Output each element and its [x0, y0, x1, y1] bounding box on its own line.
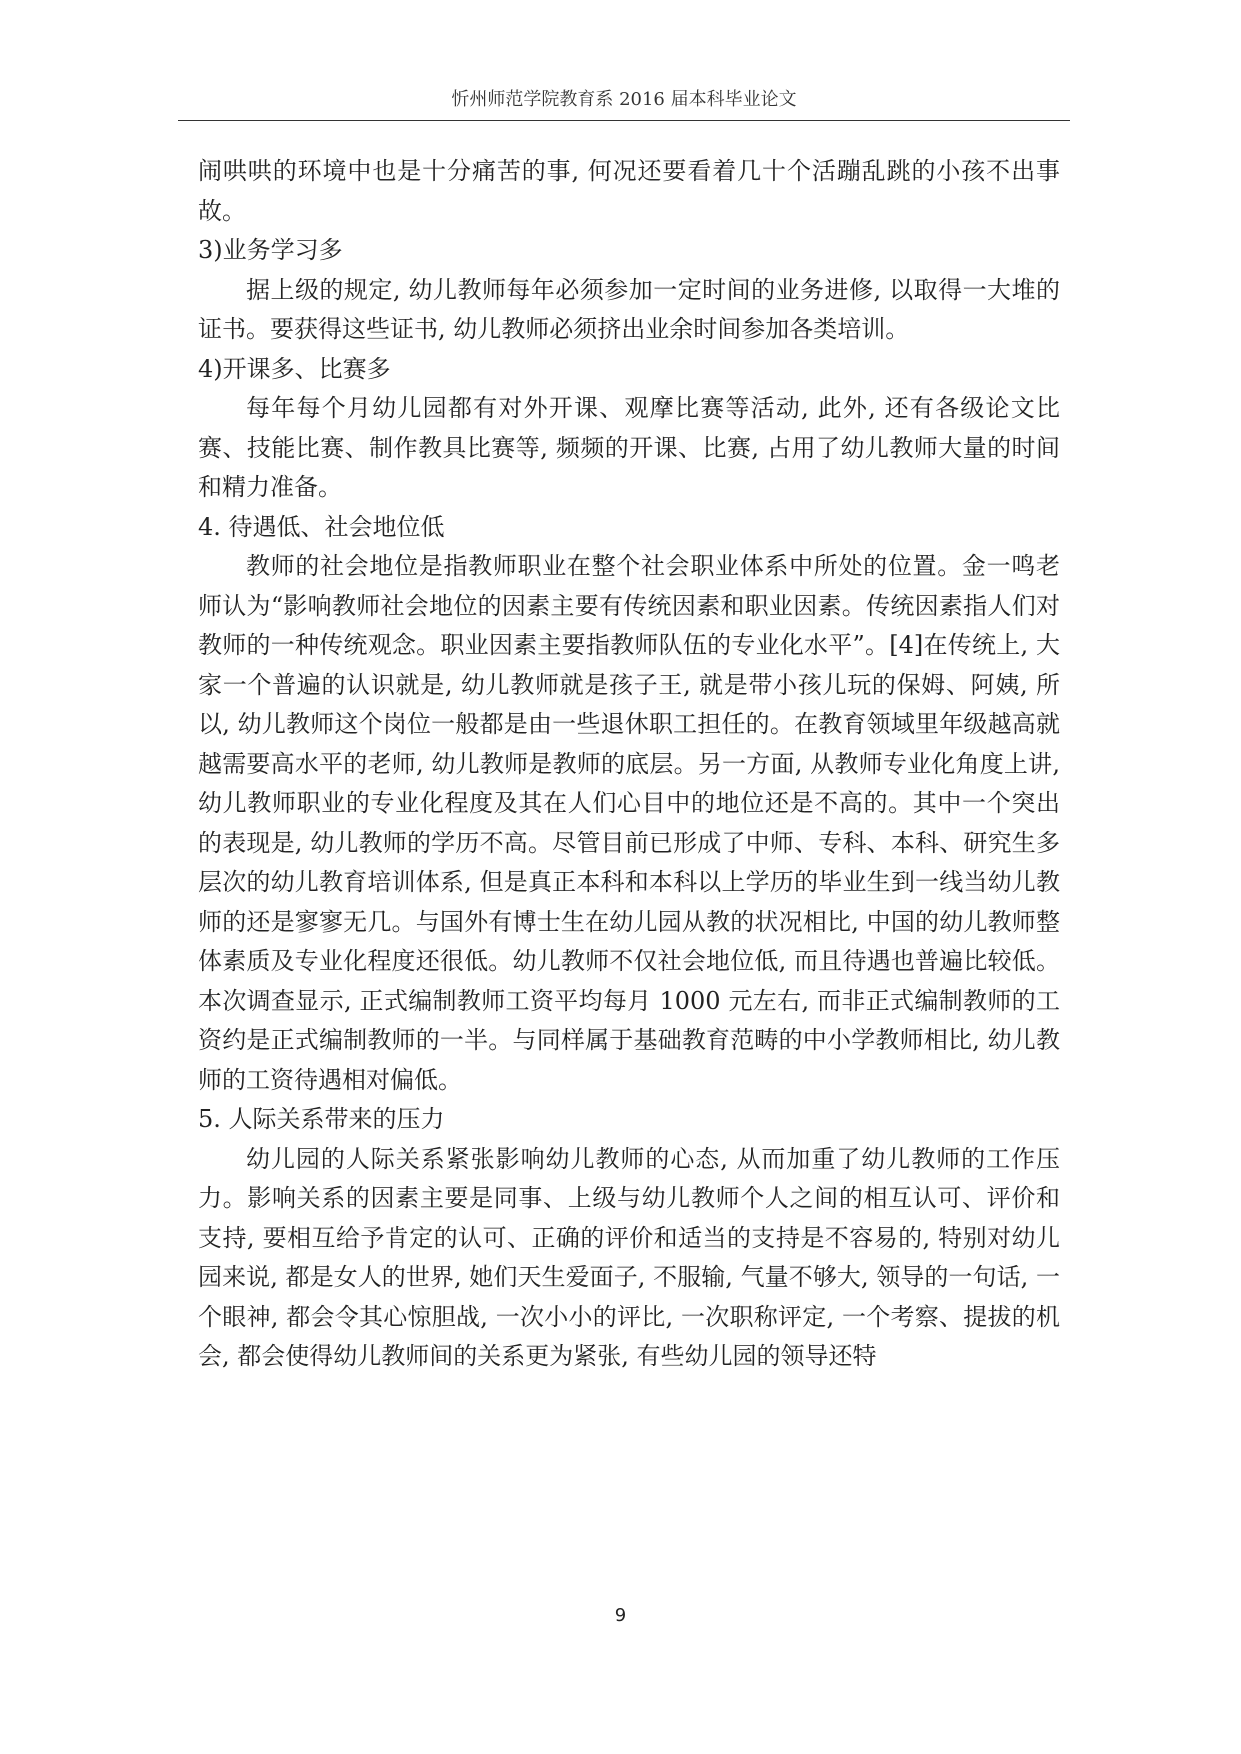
subheading-classes-competitions: 4)开课多、比赛多	[198, 354, 391, 383]
paragraph-business-study: 据上级的规定, 幼儿教师每年必须参加一定时间的业务进修, 以取得一大堆的证书。要获得这些证书, 幼儿教师必须挤出业余时间参加各类培训。	[198, 275, 1060, 343]
paragraph-continuation: 闹哄哄的环境中也是十分痛苦的事, 何况还要看着几十个活蹦乱跳的小孩不出事故。	[198, 157, 1060, 225]
document-body	[198, 152, 1060, 1377]
paragraph-classes-competitions: 每年每个月幼儿园都有对外开课、观摩比赛等活动, 此外, 还有各级论文比赛、技能比赛、制作教具比赛等, 频频的开课、比赛, 占用了幼儿教师大量的时间和精力准备。	[198, 394, 1060, 501]
heading-interpersonal-pressure: 5. 人际关系带来的压力	[198, 1105, 445, 1133]
running-header: 忻州师范学院教育系 2016 届本科毕业论文	[451, 89, 797, 110]
heading-low-pay-status: 4. 待遇低、社会地位低	[198, 512, 445, 541]
subheading-business-study: 3)业务学习多	[198, 236, 343, 264]
paragraph-interpersonal-pressure: 幼儿园的人际关系紧张影响幼儿教师的心态, 从而加重了幼儿教师的工作压力。影响关系的因素主要是同事、上级与幼儿教师个人之间的相互认可、评价和支持, 要相互给予肯定的认可、正确的评价和适当的支持是不容易的, 特别对幼儿园来说, 都是女人的世界, 她们天生爱面子, 不服输, 气量不够大, 领导的一句话, 一个眼神, 都会令其心惊胆战, 一次小小的评比, 一次职称评定, 一个考察、提拔的机会, 都会使得幼儿教师间的关系更为紧张, 有些幼儿园的领导还特	[198, 1144, 1060, 1370]
header-rule	[178, 120, 1070, 121]
paragraph-low-pay-status: 教师的社会地位是指教师职业在整个社会职业体系中所处的位置。金一鸣老师认为“影响教师社会地位的因素主要有传统因素和职业因素。传统因素指人们对教师的一种传统观念。职业因素主要指教师队伍的专业化水平”。[4]在传统上, 大家一个普遍的认识就是, 幼儿教师就是孩子王, 就是带小孩儿玩的保姆、阿姨, 所以, 幼儿教师这个岗位一般都是由一些退休职工担任的。在教育领域里年级越高就越需要高水平的老师, 幼儿教师是教师的底层。另一方面, 从教师专业化角度上讲, 幼儿教师职业的专业化程度及其在人们心目中的地位还是不高的。其中一个突出的表现是, 幼儿教师的学历不高。尽管目前已形成了中师、专科、本科、研究生多层次的幼儿教育培训体系, 但是真正本科和本科以上学历的毕业生到一线当幼儿教师的还是寥寥无几。与国外有博士生在幼儿园从教的状况相比, 中国的幼儿教师整体素质及专业化程度还很低。幼儿教师不仅社会地位低, 而且待遇也普遍比较低。本次调查显示, 正式编制教师工资平均每月 1000 元左右, 而非正式编制教师的工资约是正式编制教师的一半。与同样属于基础教育范畴的中小学教师相比, 幼儿教师的工资待遇相对偏低。	[198, 552, 1060, 1094]
page-number: 9	[614, 1605, 627, 1626]
